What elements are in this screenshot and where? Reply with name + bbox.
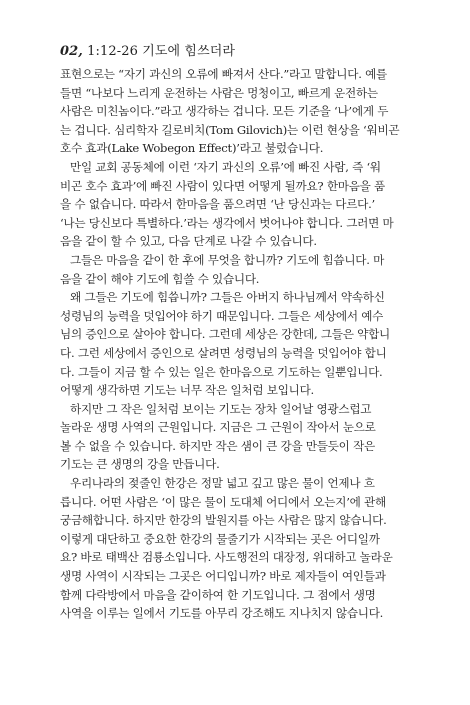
text-line: 성령님의 능력을 덧입어야 하기 때문입니다. 그들은 세상에서 예수 xyxy=(60,308,384,323)
text-line: 호수 효과(Lake Wobegon Effect)’라고 불렀습니다. xyxy=(60,141,324,156)
text-line: 하지만 그 작은 일처럼 보이는 기도는 장차 일어날 영광스럽고 xyxy=(70,401,372,416)
text-line: ‘나는 당신보다 특별하다.’라는 생각에서 벗어나야 합니다. 그러면 마 xyxy=(60,215,394,230)
text-line: 생명 사역이 시작되는 그곳은 어디입니까? 바로 제자들이 여인들과 xyxy=(60,569,386,584)
text-line: 다. 그들이 지금 할 수 있는 일은 한마음으로 기도하는 일뿐입니다. xyxy=(60,364,383,379)
text-line: 기도는 큰 생명의 강을 만듭니다. xyxy=(60,457,220,472)
text-line: 비곤 호수 효과’에 빠진 사람이 있다면 어떻게 될까요? 한마음을 품 xyxy=(60,178,386,193)
text-line: 사람은 미친놈이다.”라고 생각하는 겁니다. 모든 기준을 ‘나’에게 두 xyxy=(60,104,389,119)
text-line: 함께 다락방에서 마음을 같이하여 한 기도입니다. 그 점에서 생명 xyxy=(60,587,376,602)
text-line: 놀라운 생명 사역의 근원입니다. 지금은 그 근원이 작아서 눈으로 xyxy=(60,420,376,435)
text-line: 요? 바로 태백산 검룡소입니다. 사도행전의 대장정, 위대하고 놀라운 xyxy=(60,550,393,565)
text-line: 음을 같이 해야 기도에 힘쓸 수 있습니다. xyxy=(60,271,260,286)
text-line: 이렇게 대단하고 중요한 한강의 물줄기가 시작되는 곳은 어디일까 xyxy=(60,531,380,546)
chapter-title: 1:12-26 기도에 힘쓰더라 xyxy=(87,44,236,59)
text-line: 다. 그런 세상에서 증인으로 살려면 성령님의 능력을 덧입어야 합니 xyxy=(60,345,387,360)
text-line: 왜 그들은 기도에 힘씁니까? 그들은 아버지 하나님께서 약속하신 xyxy=(70,290,385,305)
chapter-number: 02, xyxy=(60,44,83,59)
text-line: 님의 증인으로 살아야 합니다. 그런데 세상은 강한데, 그들은 약합니 xyxy=(60,327,390,342)
text-line: 표현으로는 “자기 과신의 오류에 빠져서 산다.”라고 말합니다. 예를 xyxy=(60,67,387,81)
text-line: 어떻게 생각하면 기도는 너무 작은 일처럼 보입니다. xyxy=(60,383,314,398)
text-line: 궁금해합니다. 하지만 한강의 발원지를 아는 사람은 많지 않습니다. xyxy=(60,513,387,528)
text-line: 만일 교회 공동체에 이런 ‘자기 과신의 오류’에 빠진 사람, 즉 ‘워 xyxy=(70,159,381,174)
text-line: 음을 같이 할 수 있고, 다음 단계로 나갈 수 있습니다. xyxy=(60,234,317,249)
running-header xyxy=(60,40,235,59)
text-line: 볼 수 없을 수 있습니다. 하지만 작은 샘이 큰 강을 만들듯이 작은 xyxy=(60,438,375,453)
text-line: 을 수 없습니다. 따라서 한마음을 품으려면 ‘난 당신과는 다르다.’ xyxy=(60,197,375,212)
text-line: 릅니다. 어떤 사람은 ‘이 많은 물이 도대체 어디에서 오는지’에 관해 xyxy=(60,494,386,509)
text-line: 들면 “나보다 느리게 운전하는 사람은 멍청이고, 빠르게 운전하는 xyxy=(60,85,378,100)
text-line: 우리나라의 젖줄인 한강은 정말 넓고 깊고 많은 물이 언제나 흐 xyxy=(70,476,375,491)
body-text xyxy=(60,65,402,623)
text-line: 그들은 마음을 같이 한 후에 무엇을 합니까? 기도에 힘씁니다. 마 xyxy=(70,252,385,267)
text-line: 는 겁니다. 심리학자 길로비치(Tom Gilovich)는 이런 현상을 ‘워비곤 xyxy=(60,122,400,137)
text-line: 사역을 이루는 일에서 기도를 아무리 강조해도 지나치지 않습니다. xyxy=(60,606,384,621)
